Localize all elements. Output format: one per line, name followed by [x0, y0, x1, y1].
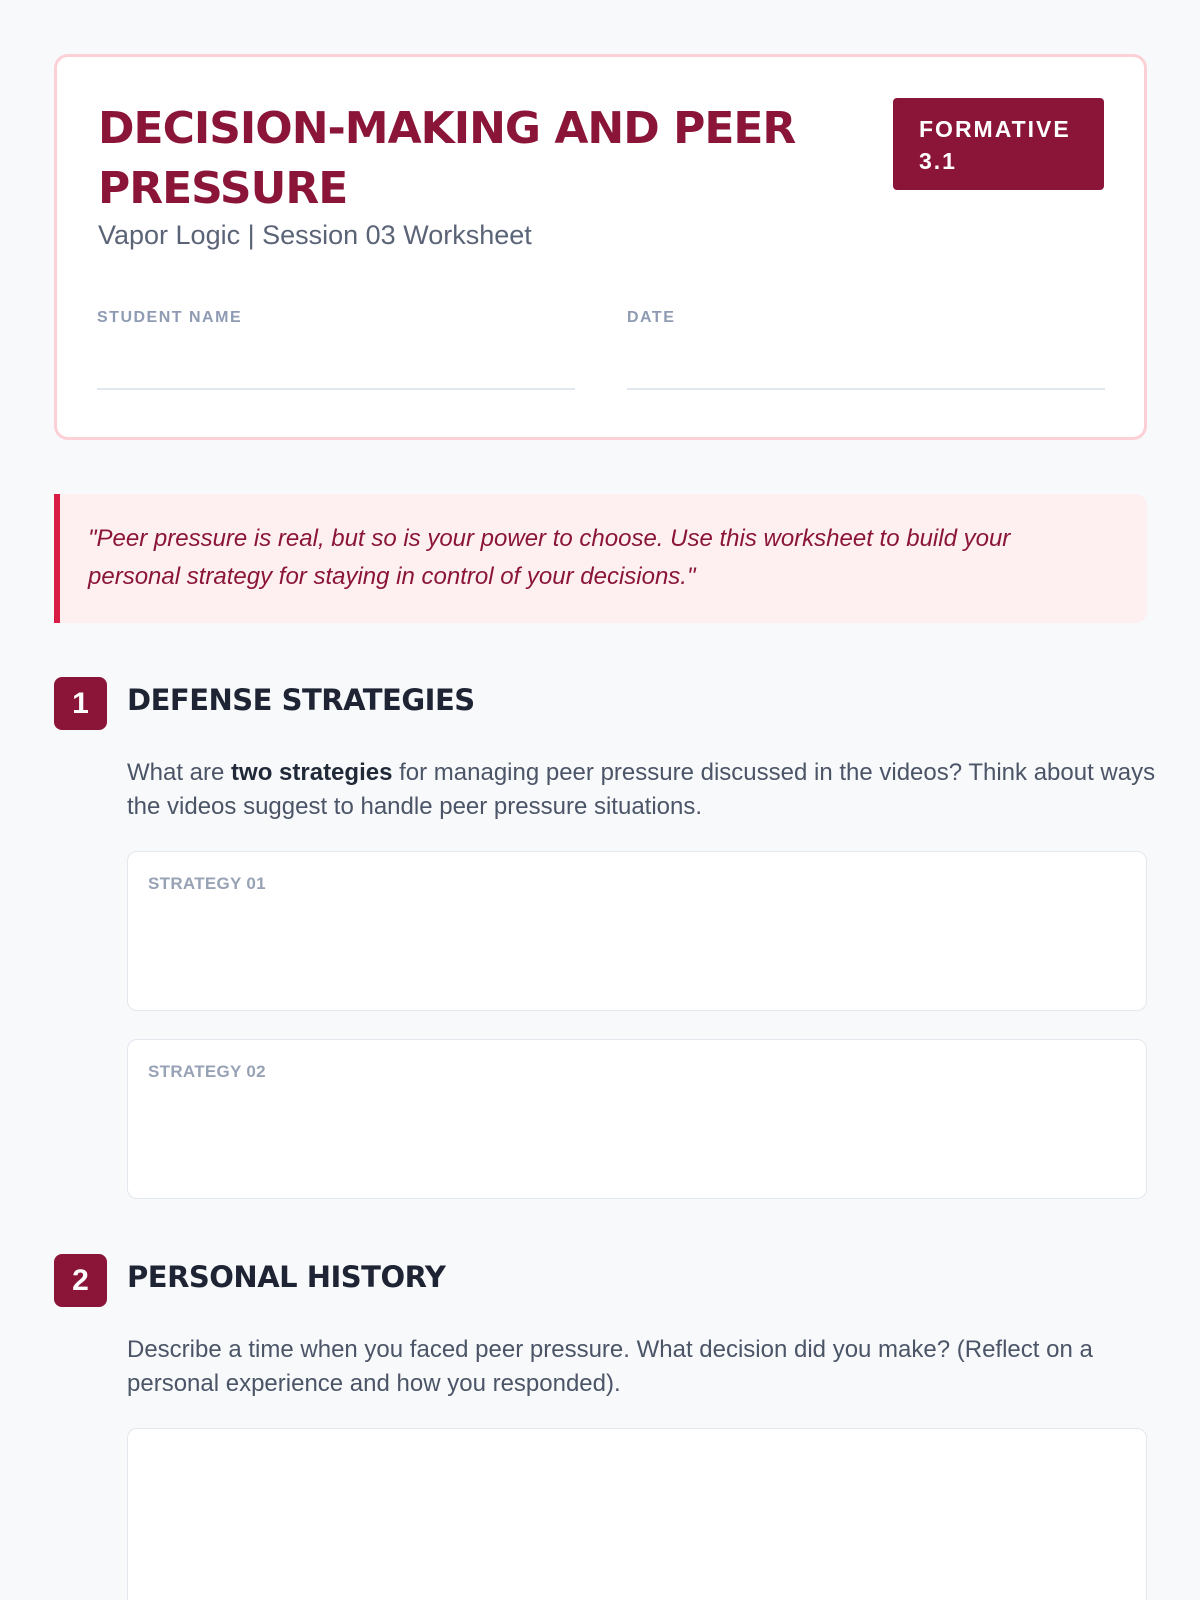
- section-number-badge: 1: [54, 677, 107, 730]
- worksheet-title: DECISION-MAKING AND PEER PRESSURE: [98, 103, 796, 214]
- prompt-text: for managing peer pressure discussed in the videos? Think about ways the videos suggest to handle peer pressure situations.: [127, 759, 1156, 820]
- badge-label: FORMATIVE: [919, 116, 1071, 142]
- strategy-01-answer-box[interactable]: [127, 851, 1147, 1011]
- section-prompt: [127, 756, 1157, 824]
- date-field[interactable]: [627, 388, 1105, 390]
- section-number-badge: 2: [54, 1254, 107, 1307]
- worksheet-subtitle: Vapor Logic | Session 03 Worksheet: [98, 220, 532, 250]
- student-name-label: STUDENT NAME: [97, 309, 243, 326]
- strategy-01-label: STRATEGY 01: [148, 874, 266, 893]
- quote-text: "Peer pressure is real, but so is your power to choose. Use this worksheet to build your personal strategy for staying in control of your decisions.": [88, 525, 1011, 590]
- quote-callout: [54, 494, 1147, 623]
- badge-number: 3.1: [919, 148, 957, 174]
- prompt-emphasis: two strategies: [231, 759, 393, 786]
- section-title-defense-strategies: DEFENSE STRATEGIES: [127, 683, 475, 717]
- header-card: [54, 54, 1147, 440]
- strategy-02-label: STRATEGY 02: [148, 1062, 266, 1081]
- section-prompt: Describe a time when you faced peer pressure. What decision did you make? (Reflect on a personal experience and how you responded).: [127, 1336, 1093, 1397]
- formative-badge: [893, 98, 1104, 190]
- strategy-02-answer-box[interactable]: [127, 1039, 1147, 1199]
- prompt-text: What are: [127, 759, 232, 786]
- personal-history-answer-box[interactable]: [127, 1428, 1147, 1600]
- student-name-field[interactable]: [97, 388, 575, 390]
- section-title-personal-history: PERSONAL HISTORY: [127, 1260, 446, 1294]
- date-label: DATE: [627, 309, 676, 326]
